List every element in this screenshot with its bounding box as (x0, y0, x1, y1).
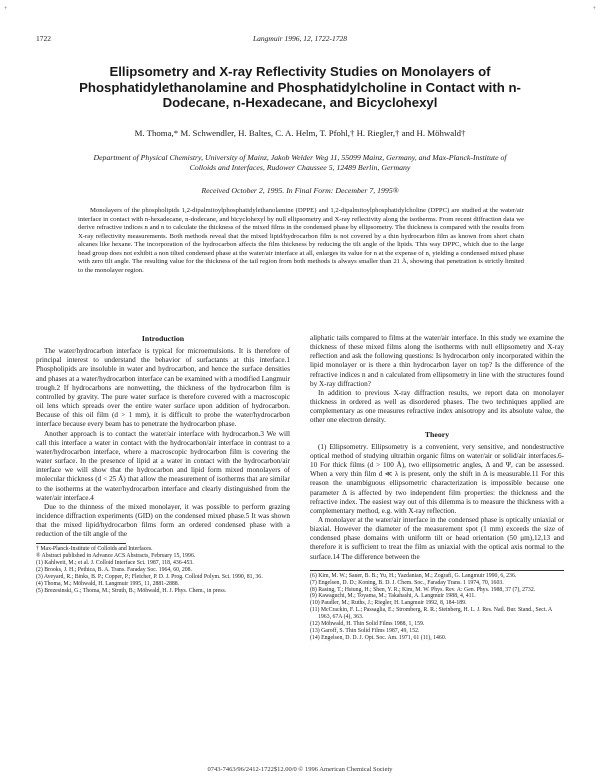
footnote-divider (36, 543, 126, 544)
copyright-footer: 0743-7463/96/2412-1722$12.00/0 © 1996 American Chemical Society (207, 766, 393, 773)
intro-paragraph-3: Due to the thinness of the mixed monolayer, it was possible to perform grazing incidence diffraction experiments (GID) on the condensed mixed phase.5 It was shown that the mixed lipid/hydrocarbon films form an ordered condensed phase with a reduction of the tilt angle of the (36, 502, 290, 539)
journal-citation: Langmuir 1996, 12, 1722-1728 (253, 34, 347, 43)
reference: (13) Garoff, S. Thin Solid Films 1987, 49, 152. (310, 628, 420, 634)
reference: (11) McCrackin, F. L.; Passaglia, E.; Stromberg, R. R.; Steinberg, H. L. J. Res. Natl. Bur. Stand., Sect. A 1963, 67A (4), 363. (310, 607, 552, 621)
reference: (3) Aveyard, R.; Binks, B. P.; Copper, P.; Fletcher, P. D. J. Prog. Colloid Polym. Sci. 1990, 81, 36. (36, 574, 263, 581)
footnotes (36, 546, 290, 594)
reference: (1) Kahlweit, M.; et al. J. Colloid Interface Sci. 1987, 118, 436-453. (36, 560, 194, 567)
intro-paragraph-1: The water/hydrocarbon interface is typical for microemulsions. It is therefore of principal interest to understand the behavior of surfactants at this interface.1 Phospholipids are insoluble in water and hydrocarbon, and hence the surface densities and phases at a water/hydrocarbon interface can be examined with a modified Langmuir trough.2 If hydrocarbons are nonwetting, the thickness of the hydrocarbon film is controlled by gravity. The pure water surface is therefore covered with a macroscopic oil lens which spreads over the entire water surface upon addition of hydrocarbon. Because of this oil film (d > 1 mm), it is difficult to probe the water/hydrocarbon interface because every beam has to penetrate the hydrocarbon phase. (36, 347, 290, 429)
reference: (7) Engelsen, D. D.; Koning, B. D. J. Chem. Soc., Faraday Trans. 1 1974, 70, 1603. (310, 579, 504, 586)
corner-mark-left: + (4, 6, 8, 12)
theory-paragraph-1: (1) Ellipsometry. Ellipsometry is a convenient, very sensitive, and nondestructive optical method of studying ultrathin organic films on water/air or solid/air interfaces.6-10 For thick films (d > 100 Å), two ellipsometric angles, Δ and Ψ, can be assessed. When a very thin film d ≪ λ is present, only the shift in Δ is measurable.11 For this reason the unambiguous ellipsometric characterization is impossible because one parameter Δ is affected by two independent film properties: the thickness and the refractive index. The easiest way out of this dilemma is to measure the thickness with a complementary method, e.g. with X-ray reflection. (310, 442, 564, 515)
article-authors: M. Thoma,* M. Schwendler, H. Baltes, C. A. Helm, T. Pfohl,† H. Riegler,† and H. Möhwald† (134, 128, 466, 138)
page-number: 1722 (36, 34, 51, 43)
reference: (4) Thoma, M.; Möhwald, H. Langmuir 1995, 11, 2881-2888. (36, 580, 180, 587)
references-right (310, 570, 564, 642)
reference: (14) Engelsen, D. D. J. Opt. Soc. Am. 1971, 61 (11), 1460. (310, 634, 447, 641)
reference: (6) Kim, M. W.; Sauer, B. B.; Yu, H.; Yazdanian, M.; Zografi, G. Langmuir 1990, 6, 236. (310, 572, 517, 579)
reference: (8) Rasing, T.; Hsiung, H.; Shen, Y. R.; Kim, M. W. Phys. Rev. A: Gen. Phys. 1988, 37 (7), 2732. (310, 586, 536, 593)
reference: (12) Möhwald, H. Thin Solid Films 1988, 1, 159. (310, 621, 425, 628)
article-affiliation: Department of Physical Chemistry, University of Mainz, Jakob Welder Weg 11, 55099 Mainz, Germany, and Max-Planck-Institute of Colloids and Interfaces, Rudower Chaussee 5, 12489 Berlin, Germany (93, 153, 507, 172)
intro-paragraph-continued: aliphatic tails compared to films at the water/air interface. In this study we examine the thickness of these mixed films along the isotherms with null ellipsometry and X-ray reflection and ask the following questions: Is hydrocarbon only incorporated within the lipid monolayer or is there a thin hydrocarbon layer on top? Is the difference of the refractive indices n and n calculated from ellipsometry in line with the structures found by X-ray diffraction? (310, 334, 564, 388)
reference: (5) Brezesinski, G.; Thoma, M.; Struth, B.; Möhwald, H. J. Phys. Chem., in press. (36, 587, 227, 594)
article-title: Ellipsometry and X-ray Reflectivity Studies on Monolayers of Phosphatidylethanolamine and Phosphatidylcholine in Contact with n-Dodecane, n-Hexadecane, and Bicyclohexyl (79, 64, 521, 110)
introduction-heading: Introduction (141, 334, 185, 343)
footnote: † Max-Planck-Institute of Colloids and Interfaces. (36, 546, 153, 553)
corner-mark-right: + (592, 6, 596, 12)
left-column (36, 334, 290, 595)
reference: (2) Brooks, J. H.; Pethica, B. A. Trans. Faraday Soc. 1964, 60, 208. (36, 567, 193, 574)
intro-paragraph-2: Another approach is to contact the water/air interface with hydrocarbon.3 We will call this interface a water in contact with the hydrocarbon/air interface in contrast to a water/hydrocarbon interface, where a macroscopic hydrocarbon film is covering the water surface. In the presence of lipid at a water in contact with the hydrocarbon/air interface we will show that the hydrocarbon and lipid form mixed monolayers of molecular thickness (d < 25 Å) that allow the measurement of isotherms that are similar to the isotherms at the water/hydrocarbon interface and clearly distinguished from the water/air interface.4 (36, 429, 290, 502)
theory-paragraph-2: A monolayer at the water/air interface in the condensed phase is optically uniaxial or biaxial. However the diameter of the measurement spot (1 mm) exceeds the size of condensed phase domains with uniform tilt or head orientation (50 μm),12,13 and therefore it is sufficient to treat the film as uniaxial with the optical axis normal to the surface.14 The difference between the (310, 515, 564, 561)
abstract-text: Monolayers of the phospholipids 1,2-dipalmitoylphosphatidylethanolamine (DPPE) and 1,2-dipalmitoylphosphatidylcholine (DPPC) are studied at the water/air interface in contact with n-hexadecane, n-dodecane, and bicyclohexyl by null ellipsometry and X-ray reflectivity along the isotherms. From recent diffraction data we derive refractive indices n and n to calculate the thickness of the mixed films in the condensed phase by ellipsometry. The thickness is compared with the results from X-ray reflectivity measurements. Both methods reveal that the mixed lipid/hydrocarbon film is not covered by a thin hydrocarbon film as known from short chain alcanes like hexane. The incorporation of the hydrocarbon affects the film thickness by reducing the tilt angle of the lipids. This way DPPC, which due to the large head group does not exhibit a non tilted condensed phase at the water/air interface at all, enlarges its value for n at the expense of n, yielding a condensed mixed phase with zero tilt angle. The resulting value for the thickness of the tail region from both methods is always smaller than 21 Å, showing that penetration is strictly limited to the monolayer region. (78, 207, 524, 274)
received-dates: Received October 2, 1995. In Final Form: December 7, 1995® (201, 186, 399, 195)
reference: (10) Paudler, M.; Ruths, J.; Riegler, H. Langmuir 1992, 8, 184-189. (310, 600, 467, 607)
theory-heading: Theory (424, 429, 450, 439)
right-column (310, 334, 564, 642)
reference: (9) Kawaguchi, M.; Toyama, M.; Takahashi, A. Langmuir 1988, 4, 411. (310, 593, 476, 600)
abstract (78, 207, 524, 275)
intro-paragraph-4: In addition to previous X-ray diffraction results, we report data on monolayer thickness in ordered as well as disordered phases. The two techniques applied are complementary as one measures refractive index anisotropy and its absolute value, the other one electron density. (310, 388, 564, 425)
footnote: ® Abstract published in Advance ACS Abstracts, February 15, 1996. (36, 553, 196, 560)
